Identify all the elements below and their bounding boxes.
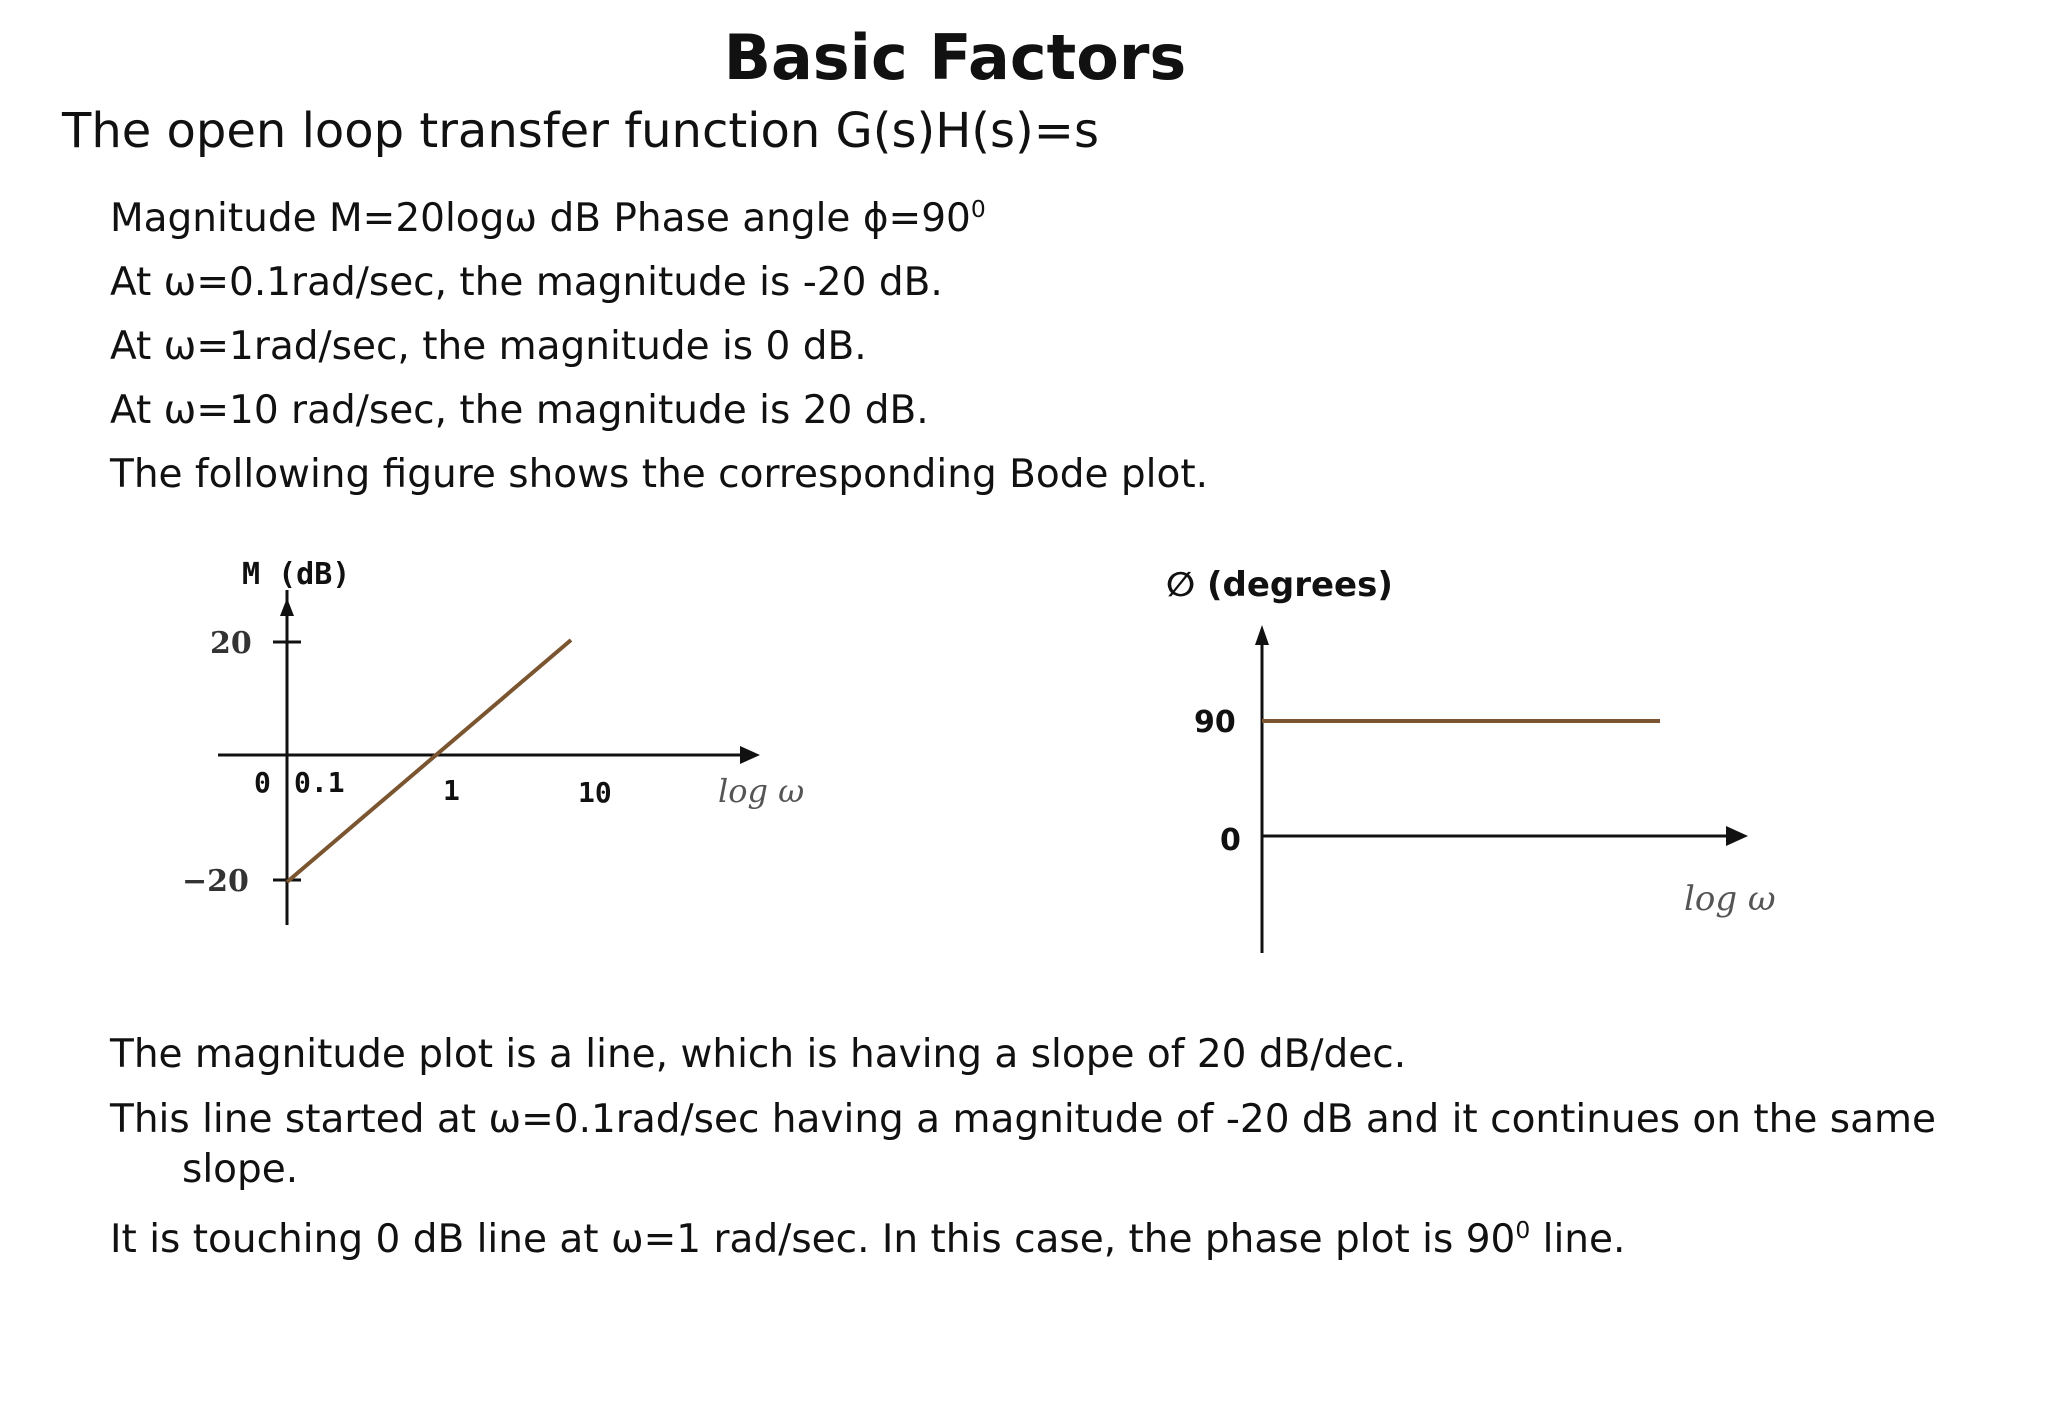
phase-plot <box>1150 555 1810 975</box>
x-tick-label: 0.1 <box>294 766 345 799</box>
y-tick-label: −20 <box>182 864 249 899</box>
y-axis-arrow <box>1255 625 1269 645</box>
y-tick-label: 0 <box>1220 823 1241 858</box>
y-tick-label: 20 <box>210 626 252 661</box>
y-axis-label: M (dB) <box>242 557 351 592</box>
x-axis-label: log ω <box>1684 879 1776 919</box>
note-slope: The magnitude plot is a line, which is having a slope of 20 dB/dec. <box>110 1032 1407 1077</box>
y-axis-arrow <box>280 598 294 616</box>
intro-line-magnitude-phase: Magnitude M=20logω dB Phase angle $\phi=90^0$ <box>110 195 986 241</box>
magnitude-plot <box>170 550 820 940</box>
intro-line-w1: At ω=1rad/sec, the magnitude is 0 dB. <box>110 324 867 369</box>
x-tick-label: 10 <box>578 776 612 809</box>
subtitle: The open loop transfer function G(s)H(s)=s <box>62 103 1099 159</box>
x-axis-arrow <box>1726 826 1748 846</box>
intro-line-figure: The following figure shows the corresponding Bode plot. <box>110 452 1209 497</box>
magnitude-line <box>287 640 571 882</box>
x-axis-arrow <box>740 746 760 764</box>
y-axis-label: ∅ (degrees) <box>1166 565 1393 605</box>
y-tick-label: 90 <box>1194 705 1236 740</box>
note-start: This line started at ω=0.1rad/sec having a magnitude of -20 dB and it continues on the same slope. <box>110 1097 1936 1192</box>
intro-line-w10: At ω=10 rad/sec, the magnitude is 20 dB. <box>110 388 929 433</box>
x-tick-label: 0 <box>254 766 271 799</box>
note-phase: It is touching 0 dB line at ω=1 rad/sec. In this case, the phase plot is $90^0$ line. <box>110 1216 1626 1262</box>
x-tick-label: 1 <box>443 774 460 807</box>
intro-line-w01: At ω=0.1rad/sec, the magnitude is -20 dB. <box>110 260 943 305</box>
slide-title: Basic Factors <box>723 21 1187 94</box>
x-axis-label: log ω <box>718 772 805 810</box>
